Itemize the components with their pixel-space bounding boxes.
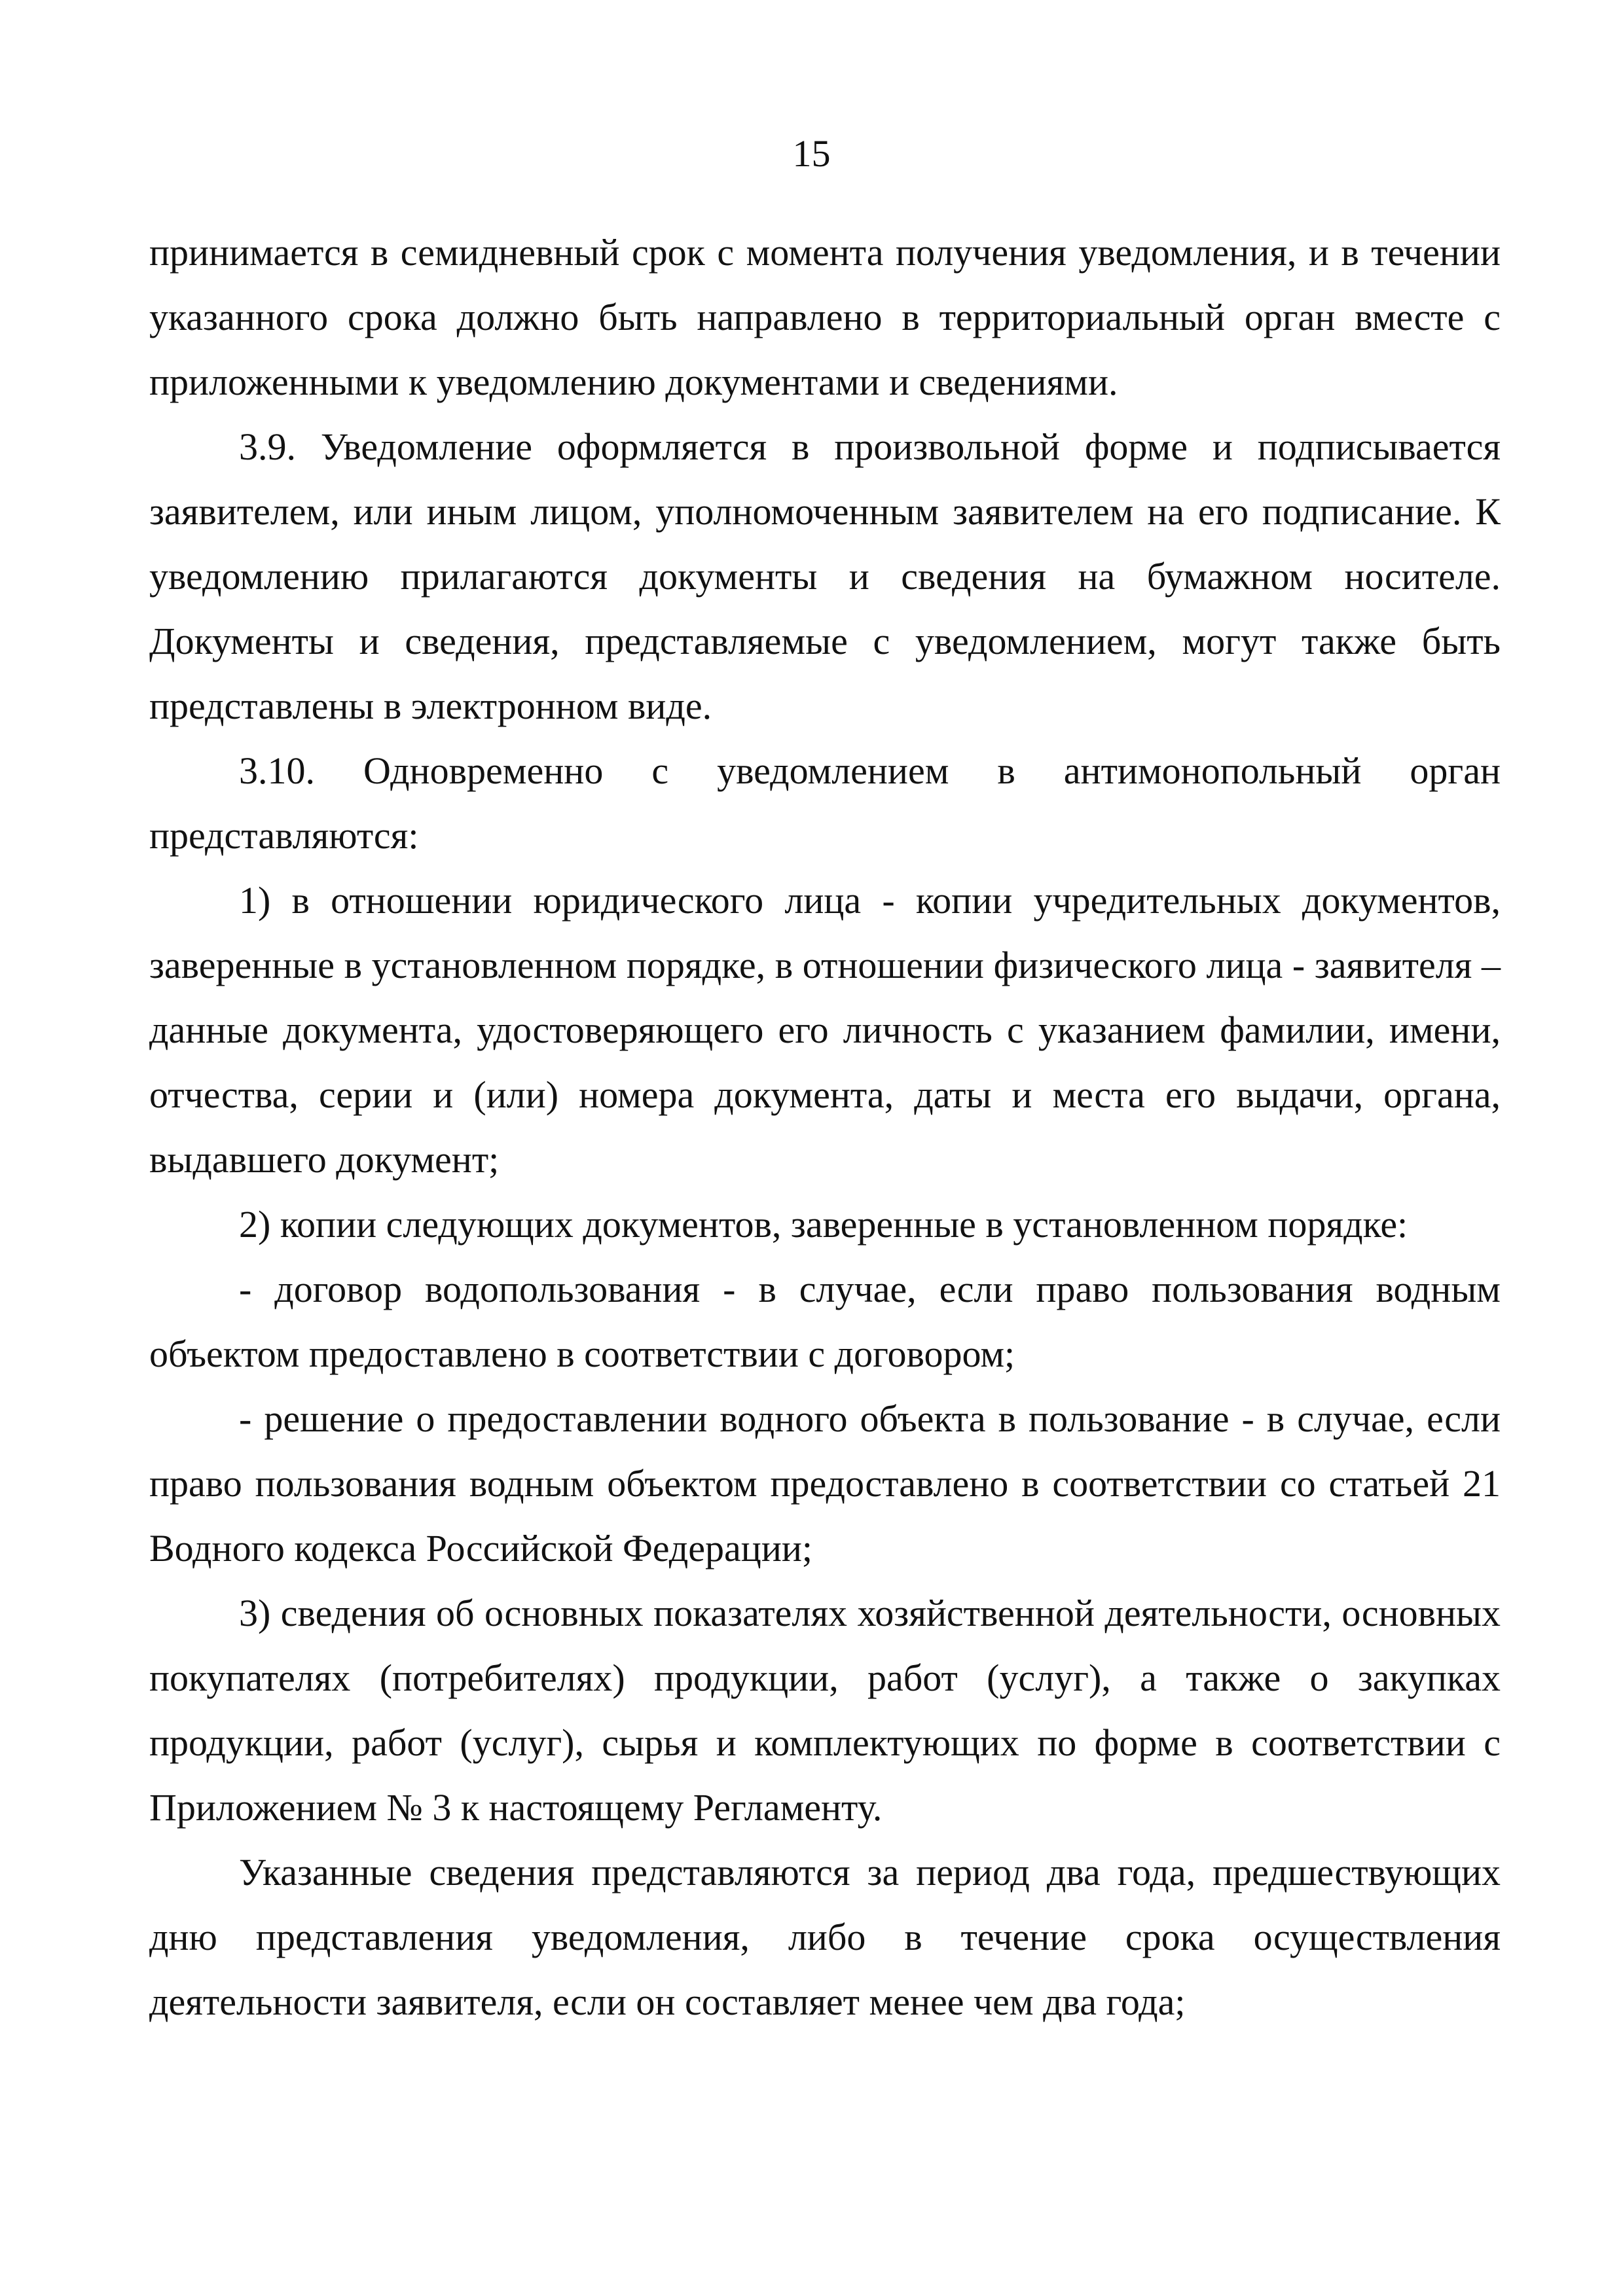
paragraph-3-10: 3.10. Одновременно с уведомлением в антимонопольный орган представляются: — [149, 749, 1501, 857]
list-item-2: 2) копии следующих документов, заверенные в установленном порядке: — [239, 1203, 1408, 1246]
document-body — [149, 220, 1501, 2034]
paragraph-3-9: 3.9. Уведомление оформляется в произвольной форме и подписывается заявителем, или иным лицом, уполномоченным заявителем на его подписание. К уведомлению прилагаются документы и сведения на бумажном носителе. Документы и сведения, представляемые с уведомлением, могут также быть представлены в электронном виде. — [149, 425, 1501, 727]
list-item-1: 1) в отношении юридического лица - копии учредительных документов, заверенные в установленном порядке, в отношении физического лица - заявителя – данные документа, удостоверяющего его личность с указанием фамилии, имени, отчества, серии и (или) номера документа, даты и места его выдачи, органа, выдавшего документ; — [149, 879, 1501, 1181]
list-item-3: 3) сведения об основных показателях хозяйственной деятельности, основных покупателях (потребителях) продукции, работ (услуг), а также о закупках продукции, работ (услуг), сырья и комплектующих по форме в соответствии с Приложением № 3 к настоящему Регламенту. — [149, 1592, 1501, 1829]
page-number: 15 — [792, 132, 831, 175]
paragraph-period-note: Указанные сведения представляются за период два года, предшествующих дню представления уведомления, либо в течение срока осуществления деятельности заявителя, если он составляет менее чем два года; — [149, 1851, 1501, 2023]
sub-item-water-use-contract: - договор водопользования - в случае, если право пользования водным объектом предоставлено в соответствии с договором; — [149, 1268, 1501, 1375]
sub-item-water-object-decision: - решение о предоставлении водного объекта в пользование - в случае, если право пользования водным объектом предоставлено в соответствии со статьей 21 Водного кодекса Российской Федерации; — [149, 1397, 1501, 1570]
paragraph-continuation: принимается в семидневный срок с момента получения уведомления, и в течении указанного срока должно быть направлено в территориальный орган вместе с приложенными к уведомлению документами и сведениями. — [149, 231, 1501, 403]
